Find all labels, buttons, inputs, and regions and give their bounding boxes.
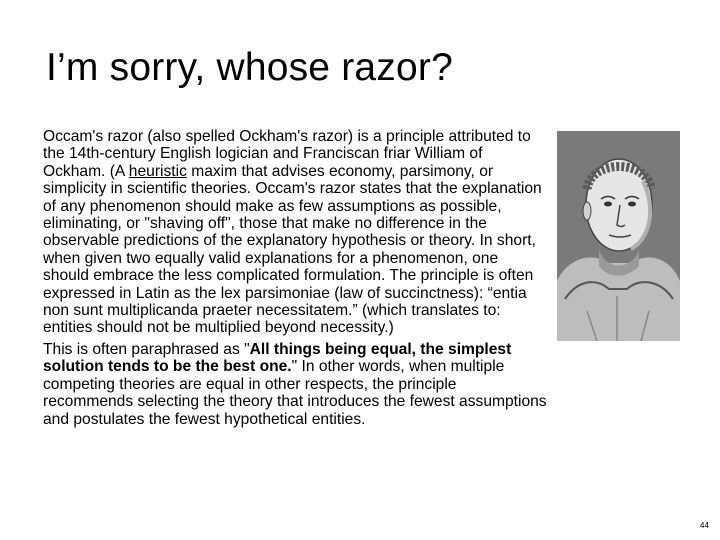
- paragraph1-text-start: Occam's razor (also spelled Ockham's razor) is a principle attributed to the 14th-century English logician and Franciscan friar William of Ockham. (A: [43, 128, 531, 180]
- paragraph2-text-start: This is often paraphrased as ": [43, 340, 250, 358]
- william-of-ockham-portrait: [557, 131, 680, 341]
- slide-body: [43, 128, 548, 428]
- paragraph-paraphrase: [43, 341, 548, 428]
- page-number: 44: [700, 521, 709, 530]
- paraphrase-quote: All things being equal, the simplest solution tends to be the best one.: [43, 340, 512, 376]
- paragraph-occams-razor-definition: [43, 128, 548, 337]
- paragraph2-text-end: " In other words, when multiple competing theories are equal in other respects, the principle recommends selecting the theory that introduces the fewest assumptions and postulates the fewest hypothetical entities.: [43, 358, 547, 428]
- paragraph1-text-end: maxim that advises economy, parsimony, or simplicity in scientific theories. Occam's razor states that the explanation of any phenomenon should make as few assumptions as possible, eliminating, or "shaving off", those that make no difference in the observable predictions of the explanatory hypothesis or theory. In short, when given two equally valid explanations for a phenomenon, one should embrace the less complicated formulation. The principle is often expressed in Latin as the lex parsimoniae (law of succinctness): “entia non sunt multiplicanda praeter necessitatem.” (which translates to: entities should not be multiplied beyond necessity.): [43, 162, 542, 337]
- heuristic-link[interactable]: heuristic: [128, 162, 187, 180]
- slide-title: I’m sorry, whose razor?: [46, 46, 453, 89]
